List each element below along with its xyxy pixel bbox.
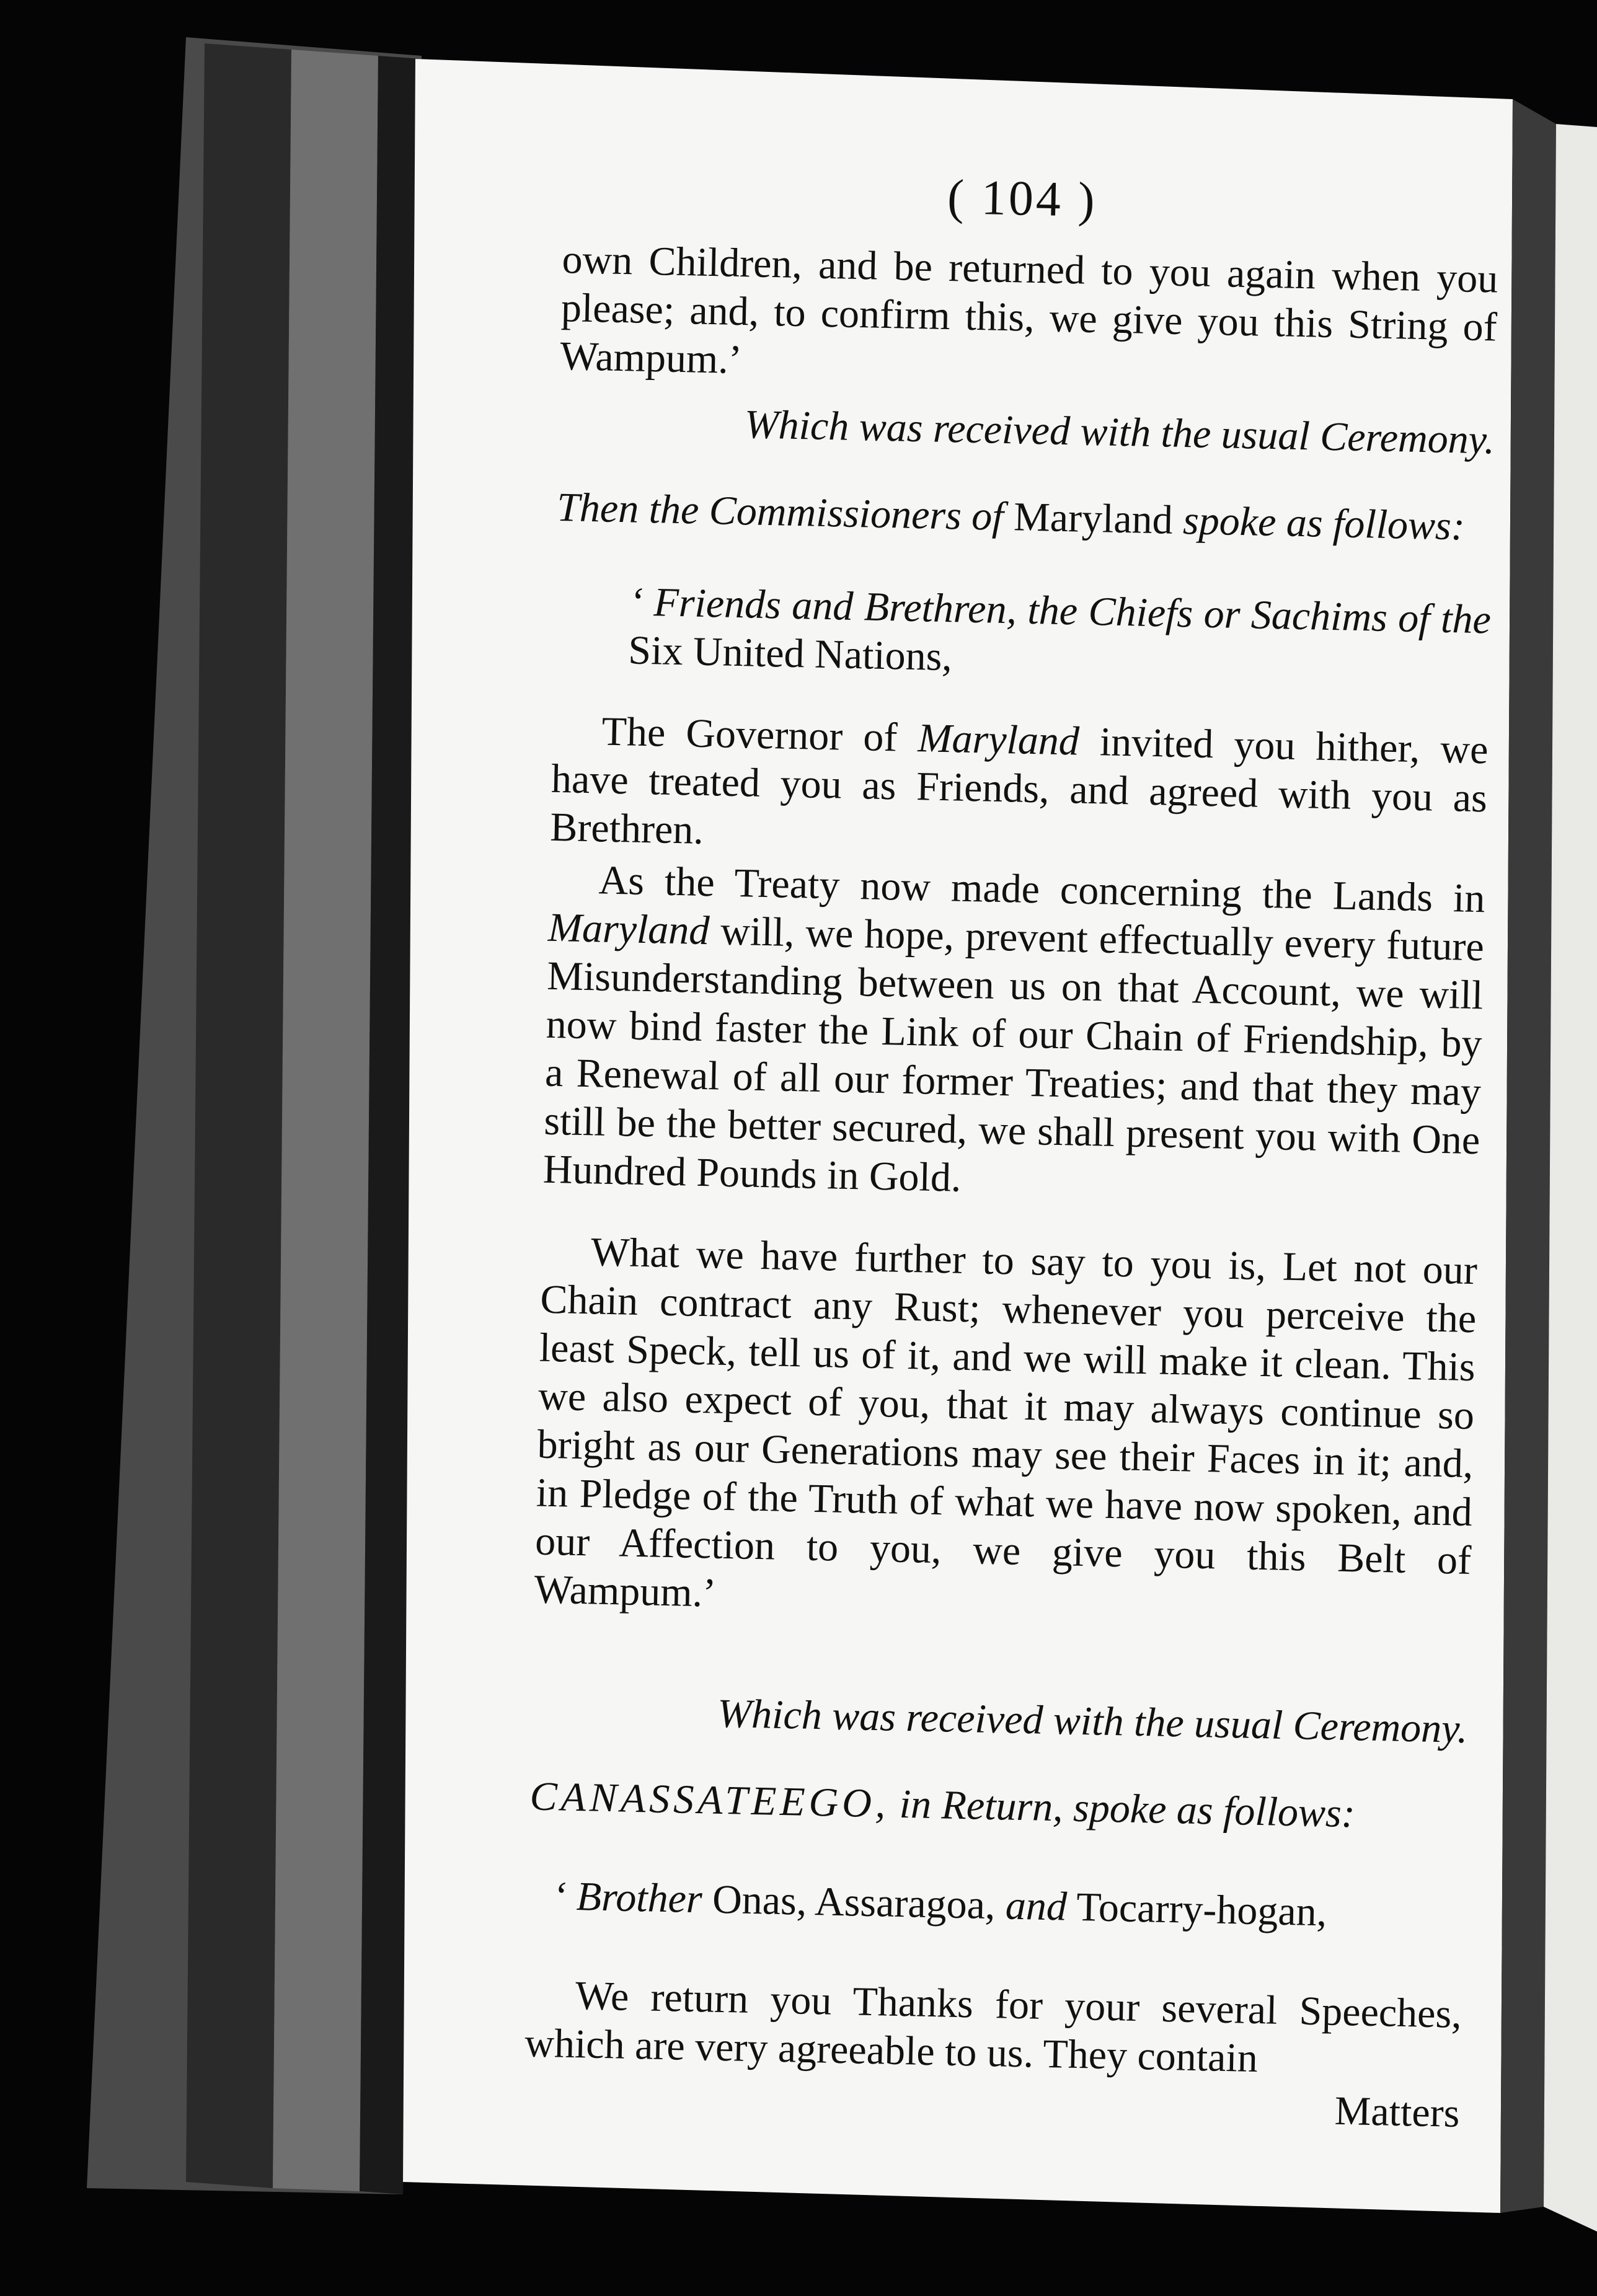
page-number: ( 104 ) (947, 169, 1098, 228)
ceremony-note-1: Which was received with the usual Ceremony. (744, 402, 1495, 463)
address-names: Tocarry-hogan, (1076, 1884, 1327, 1935)
intro-part: Then the Commissioners of (556, 484, 1004, 539)
speaker-intro: in Return, spoke as follows: (899, 1781, 1356, 1837)
para-text: will, we hope, prevent effectually every future Misunderstanding between us on that Account, we will now bind faster the Link of our Chain of Friendship, by a Renewal of all our former Treaties; and that they may still be the better secured, we shall present you with One Hundred Pounds in Gold. (542, 908, 1485, 1201)
paragraph-1 (550, 707, 1489, 872)
continuation-text: own Children, and be returned to you again when you please; and, to confirm this, we give you this String of Wampum.’ (559, 236, 1499, 383)
paragraph-4 (524, 1971, 1462, 2087)
intro-part: spoke as follows: (1182, 498, 1466, 549)
para-place: Maryland (547, 904, 710, 954)
para-text: As the Treaty now made concerning the Lands in (598, 857, 1486, 922)
intro-place: Maryland (1013, 494, 1174, 543)
para-place: Maryland (917, 715, 1080, 764)
address-conj: and (1005, 1883, 1068, 1930)
para-text: invited you hither, we have treated you as Friends, and agreed with you as Brethren. (549, 719, 1489, 853)
address-1 (554, 576, 1492, 693)
paragraph-3 (534, 1227, 1478, 1633)
address-salutation: ‘ Friends and Brethren, the Chiefs or Sachims of the (629, 579, 1492, 643)
address-nations: Six United Nations, (627, 627, 953, 680)
address-names: Onas, Assaragoa, (712, 1876, 996, 1928)
para-text: We return you Thanks for your several Speeches, which are very agreeable to us. They contain (524, 1973, 1462, 2082)
para-text: The Governor of (601, 709, 898, 761)
catchword: Matters (1334, 2088, 1461, 2136)
address-salutation: ‘ Brother (552, 1873, 703, 1922)
para-text: What we have further to say to you is, Let not our Chain contract any Rust; whenever you perceive the least Speck, tell us of it, and we will make it clean. This we also expect of you, that it may always continue so bright as our Generations may see their Faces in it; and, in Pledge of the Truth of what we have now spoken, and our Affection to you, we give you this Belt of Wampum.’ (533, 1229, 1478, 1616)
paragraph-2 (542, 855, 1485, 1214)
speaker-name: CANASSATEEGO, (529, 1773, 890, 1827)
continuation-paragraph (560, 236, 1499, 400)
ceremony-note-2: Which was received with the usual Ceremony. (717, 1690, 1469, 1752)
